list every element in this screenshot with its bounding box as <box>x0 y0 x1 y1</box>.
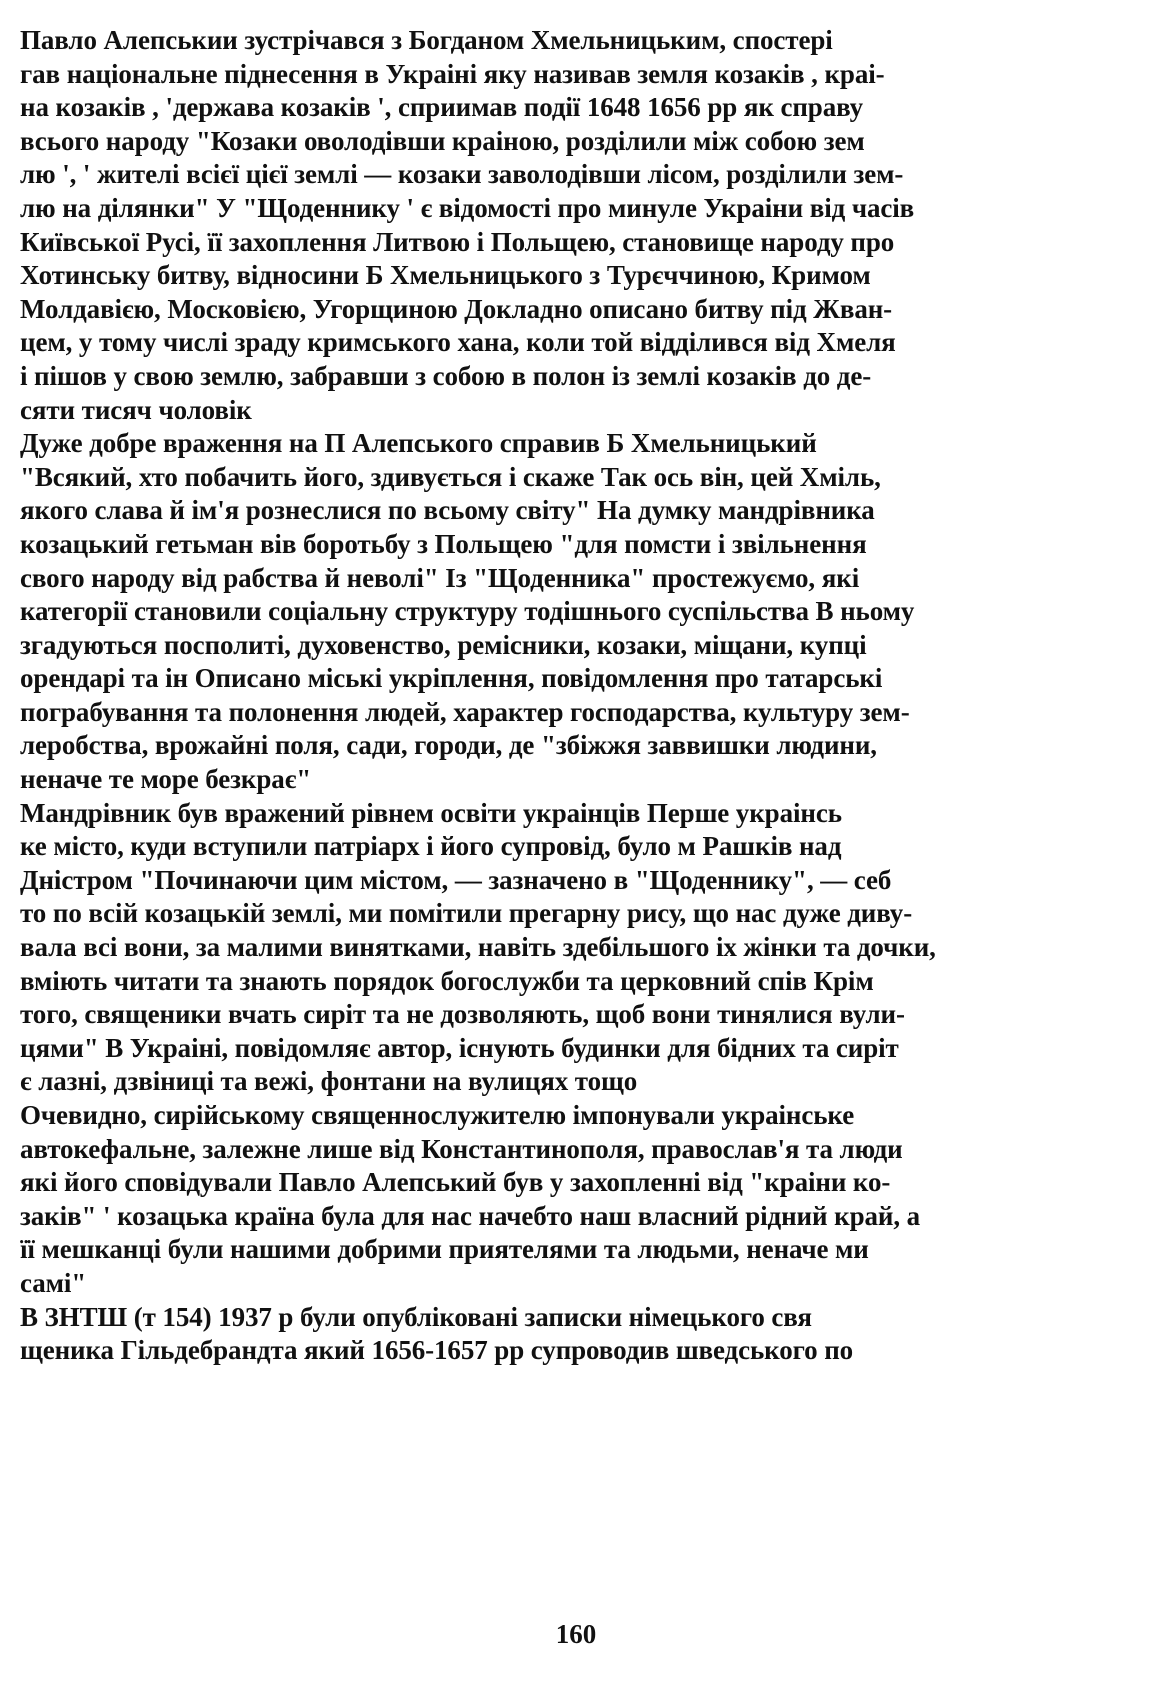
text-line: В ЗНТШ (т 154) 1937 р були опубліковані записки німецького свя <box>20 1301 812 1332</box>
text-line: сяти тисяч чоловік <box>20 394 252 425</box>
text-line: є лазні, дзвіниці та вежі, фонтани на вулицях тощо <box>20 1066 638 1097</box>
text-line: на козаків , 'держава козаків ', сприимав події 1648 1656 рр як справу <box>20 92 864 123</box>
text-line: неначе те море безкрає" <box>20 764 312 795</box>
text-line: "Всякий, хто побачить його, здивується і скаже Так ось він, цей Хміль, <box>20 461 881 492</box>
text-line: козацький гетьман вів боротьбу з Польщею "для помсти і звільнення <box>20 528 867 559</box>
text-line: Очевидно, сирійському священнослужителю імпонували украінське <box>20 1100 855 1130</box>
text-line: автокефальне, залежне лише від Константинополя, православ'я та люди <box>20 1133 903 1164</box>
text-line: лю на ділянки" У "Щоденнику ' є відомості про минуле Украіни від часів <box>20 192 915 223</box>
text-line: щеника Гільдебрандта який 1656-1657 рр супроводив шведського по <box>20 1335 854 1366</box>
text-line: цями" В Украіні, повідомляє автор, існують будинки для бідних та сиріт <box>20 1032 899 1063</box>
text-line: ке місто, куди вступили патріарх і його супровід, було м Рашків над <box>20 831 842 862</box>
text-line: всього народу "Козаки оволодівши краіною, розділили між собою зем <box>20 125 865 156</box>
text-line: і пішов у свою землю, забравши з собою в полон із землі козаків до де- <box>20 360 872 391</box>
text-line: Дністром "Починаючи цим містом, — зазначено в "Щоденнику", — себ <box>20 864 892 895</box>
text-line: Дуже добре враження на П Алепського справив Б Хмельницький <box>20 428 817 459</box>
text-line: Хотинську битву, відносини Б Хмельницького з Турєччиною, Кримом <box>20 260 871 291</box>
text-line: леробства, врожайні поля, сади, городи, де "збіжжя заввишки людини, <box>20 730 877 761</box>
text-line: гав національне піднесення в Украіні яку називав земля козаків , краі- <box>20 58 885 89</box>
text-line: цем, у тому числі зраду кримського хана, коли той віддiлився від Хмеля <box>20 327 896 358</box>
body-text <box>20 24 1128 1368</box>
page-number: 160 <box>555 1619 597 1649</box>
text-line: які його сповідували Павло Алепський був у захопленні від "краіни ко- <box>20 1167 891 1198</box>
text-line: лю ', ' жителі всієї цієї землі — козаки заволодівши лісом, розділили зем- <box>20 159 904 190</box>
text-line: свого народу від рабства й неволі" Із "Щоденника" простежуємо, які <box>20 562 860 593</box>
text-line: то по всій козацькій землі, ми помітили прегарну рису, що нас дуже диву- <box>20 898 913 929</box>
text-line: Київської Русі, її захоплення Литвою і Польщею, становище народу про <box>20 226 895 257</box>
text-line: орендарі та ін Описано міські укріплення, повідомлення про татарські <box>20 663 883 694</box>
text-line: Молдавією, Московією, Угорщиною Докладно описано битву під Жван- <box>20 293 893 324</box>
text-line: якого слава й ім'я рознеслися по всьому світу" На думку мандрівника <box>20 495 875 526</box>
text-line: вміють читати та знають порядок богослужби та церковний спів Крім <box>20 965 874 996</box>
text-line: заків" ' козацька країна була для нас начебто наш власний рідний край, а <box>20 1200 921 1231</box>
text-line: Мандрівник був вражений рівнем освіти украінців Перше украінсь <box>20 797 842 828</box>
text-line: пограбування та полонення людей, характер господарства, культуру зем- <box>20 696 910 727</box>
text-line: самі" <box>20 1267 87 1298</box>
text-line: категорії становили соціальну структуру тодішнього суспільства В ньому <box>20 596 915 627</box>
text-line: того, священики вчать сиріт та не дозволяють, щоб вони тинялися вули- <box>20 999 905 1030</box>
text-line: Павло Алепськии зустрічався з Богданом Хмельницьким, спостері <box>20 25 833 55</box>
text-line: згадуються посполиті, духовенство, ремісники, козаки, міщани, купці <box>20 629 867 660</box>
text-line: вала всі вони, за малими винятками, навіть здебільшого іх жінки та дочки, <box>20 932 936 963</box>
text-line: її мешканці були нашими добрими приятелями та людьми, неначе ми <box>20 1234 869 1265</box>
